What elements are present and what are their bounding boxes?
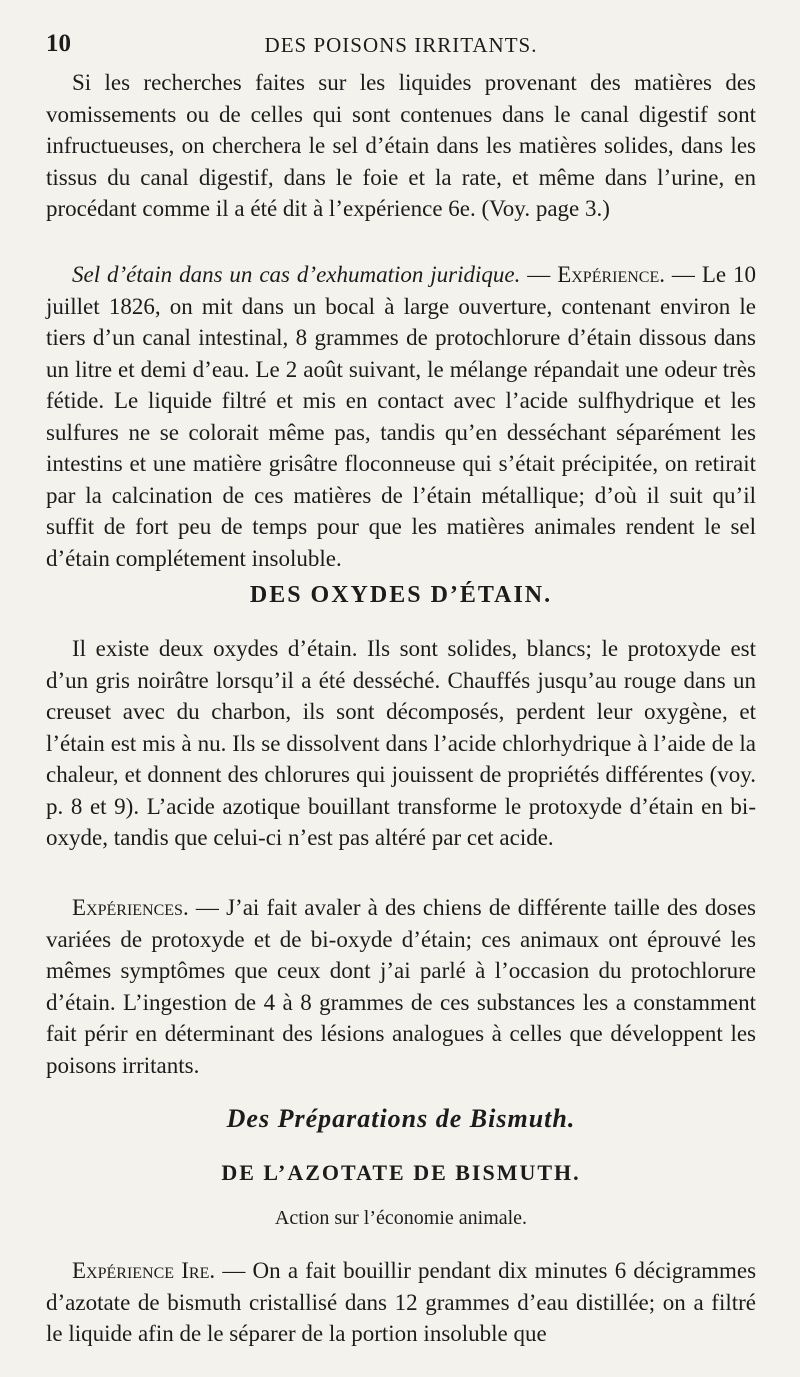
running-head: DES POISONS IRRITANTS. <box>264 33 538 57</box>
section-heading-bismuth: Des Préparations de Bismuth. <box>226 1104 576 1133</box>
dash: — <box>188 895 227 920</box>
experience-1-label: Expérience Ire. <box>72 1258 216 1283</box>
experiences-label: Expériences. <box>72 895 189 920</box>
section-heading-oxydes: DES OXYDES D’ÉTAIN. <box>249 582 553 608</box>
paragraph-oxydes: Il existe deux oxydes d’étain. Ils sont solides, blancs; le protoxyde est d’un gris noirâtre lorsqu’il a été desséché. Chauffés jusqu’au rouge dans un creuset avec du charbon, ils sont décomposés, perdent leur oxygène, et l’étain est mis à nu. Ils se dissolvent dans l’acide chlorhydrique à l’aide de la chaleur, et donnent des chlorures qui jouissent de propriétés différentes (voy. p. 8 et 9). L’acide azotique bouillant transforme le protoxyde d’étain en bi-oxyde, tandis que celui-ci n’est pas altéré par cet acide. <box>46 636 756 850</box>
page-header <box>46 30 756 64</box>
section-heading-azotate: DE L’AZOTATE DE BISMUTH. <box>221 1160 581 1185</box>
paragraph-solid-matters: Si les recherches faites sur les liquides provenant des matières des vomissements ou de celles qui sont contenues dans le canal digestif sont infructueuses, on cherchera le sel d’étain dans les matières solides, dans les tissus du canal digestif, dans le foie et la rate, et même dans l’urine, en procédant comme il a été dit à l’expérience 6e. (Voy. page 3.) <box>46 70 756 221</box>
paragraph-experiences <box>46 892 756 1081</box>
exhumation-body: Le 10 juillet 1826, on mit dans un bocal à large ouverture, contenant environ le tiers d’un canal intestinal, 8 grammes de protochlorure d’étain dissous dans un litre et demi d’eau. Le 2 août suivant, le mélange répandait une odeur très fétide. Le liquide filtré et mis en contact avec l’acide sulfhydrique et les sulfures ne se colorait même pas, tandis qu’en desséchant séparément les intestins et une matière grisâtre floconneuse qui s’était précipitée, on retirait par la calcination de ces matières de l’étain métallique; d’où il suit qu’il suffit de fort peu de temps pour que les matières animales rendent le sel d’étain complétement insoluble. <box>46 262 757 571</box>
experience-1-body: On a fait bouillir pendant dix minutes 6 décigrammes d’azotate de bismuth cristallisé dans 12 grammes d’eau distillée; on a filtré le liquide afin de le séparer de la portion insoluble que <box>46 1258 757 1346</box>
paragraph-experience-1 <box>46 1255 756 1350</box>
page-number: 10 <box>46 30 71 57</box>
paragraph-exhumation <box>46 259 756 574</box>
exhumation-title: Sel d’étain dans un cas d’exhumation juridique. <box>72 262 521 287</box>
experiences-body: J’ai fait avaler à des chiens de différente taille des doses variées de protoxyde et de bi-oxyde d’étain; ces animaux ont éprouvé les mêmes symptômes que ceux dont j’ai parlé à l’occasion du protochlorure d’étain. L’ingestion de 4 à 8 grammes de ces substances les a constamment fait périr en déterminant des lésions analogues à celles que développent les poisons irritants. <box>46 895 756 1078</box>
dash: — <box>215 1258 253 1283</box>
experience-label: Expérience. <box>557 262 666 287</box>
dash: — <box>520 262 558 287</box>
dash: — <box>665 262 702 287</box>
subtitle-action: Action sur l’économie animale. <box>274 1207 528 1229</box>
